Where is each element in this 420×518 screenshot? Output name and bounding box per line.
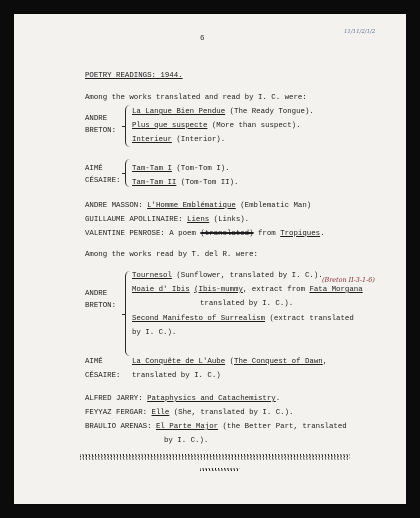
brace xyxy=(125,271,132,356)
work-line: Interieur (Interior). xyxy=(132,136,226,144)
work-line: translated by I. C.). xyxy=(200,300,294,308)
section1-intro: Among the works translated and read by I. C. were: xyxy=(85,94,307,102)
brace xyxy=(125,105,132,147)
work-line: by I. C.). xyxy=(132,329,177,337)
author-breton-first: ANDRE xyxy=(85,115,108,123)
entry-arenas: BRAULIO ARENAS: El Parte Major (the Better Part, translated xyxy=(85,423,347,431)
work-line: Second Manifesto of Surrealism (extract translated xyxy=(132,315,354,323)
document-page xyxy=(14,14,406,504)
work-line: Tam-Tam II (Tom-Tom II). xyxy=(132,179,239,187)
page-number: 6 xyxy=(200,35,205,43)
work-line: translated by I. C.) xyxy=(132,372,221,380)
author-cesaire-last: CÉSAIRE: xyxy=(85,177,121,185)
crossed-out-line xyxy=(80,457,350,460)
section2-intro: Among the works read by T. del R. were: xyxy=(85,251,258,259)
work-line: La Conquête de L'Aube (The Conquest of Dawn, xyxy=(132,358,328,366)
work-line: La Langue Bien Pendue (The Ready Tongue). xyxy=(132,108,314,116)
author-cesaire-last: CÉSAIRE: xyxy=(85,372,121,380)
heading: POETRY READINGS: 1944. xyxy=(85,72,183,80)
handwritten-annotation: (Breton II-3-1-6) xyxy=(322,276,375,284)
crossed-out-line xyxy=(200,468,240,471)
author-cesaire-first: AIMÉ xyxy=(85,358,103,366)
entry-jarry: ALFRED JARRY: Pataphysics and Catachemistry. xyxy=(85,395,281,403)
author-breton-last: BRETON: xyxy=(85,302,117,310)
entry-penrose: VALENTINE PENROSE: A poem (translated) from Tropiques. xyxy=(85,230,325,238)
work-line: Plus que suspecte (More than suspect). xyxy=(132,122,301,130)
work-line: Tam-Tam I (Tom-Tom I). xyxy=(132,165,230,173)
work-line: Moaie d' Ibis (Ibis-mummy, extract from Fata Morgana xyxy=(132,286,363,294)
entry-masson: ANDRE MASSON: L'Homme Emblématique (Emblematic Man) xyxy=(85,202,312,210)
author-cesaire-first: AIMÉ xyxy=(85,165,103,173)
brace xyxy=(125,159,132,187)
archive-mark: 11/11/2/1/2 xyxy=(344,29,376,35)
author-breton-first: ANDRE xyxy=(85,290,108,298)
entry-fergar: FEYYAZ FERGAR: Elle (She, translated by I. C.). xyxy=(85,409,294,417)
entry-arenas-cont: by I. C.). xyxy=(164,437,209,445)
author-breton-last: BRETON: xyxy=(85,127,117,135)
work-line: Tournesol (Sunflower, translated by I. C.). xyxy=(132,272,323,280)
entry-apollinaire: GUILLAUME APOLLINAIRE: Liens (Links). xyxy=(85,216,250,224)
